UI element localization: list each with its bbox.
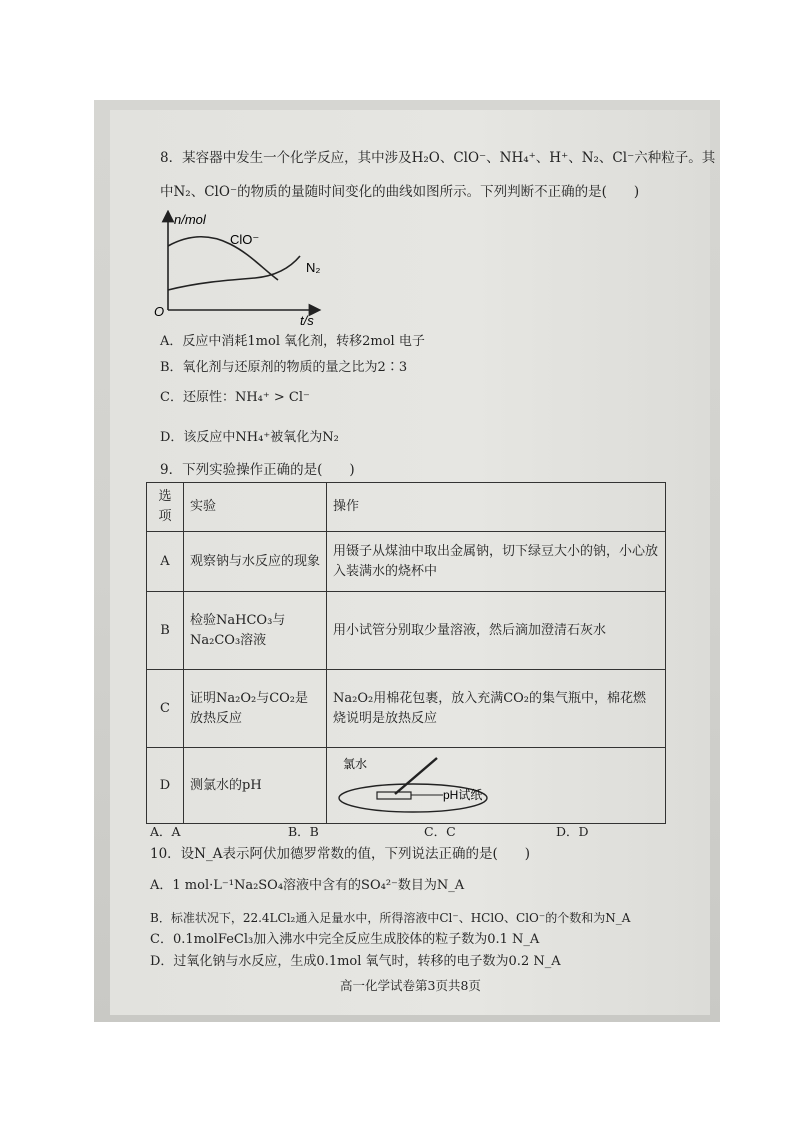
table-row bbox=[147, 592, 666, 670]
row-experiment: 证明Na₂O₂与CO₂是放热反应 bbox=[184, 670, 327, 748]
q9-answer-c: C．C bbox=[424, 824, 456, 839]
header-option: 选项 bbox=[147, 483, 184, 532]
row-operation: 用小试管分别取少量溶液，然后滴加澄清石灰水 bbox=[327, 592, 666, 670]
ph-paper bbox=[377, 792, 411, 799]
graph-ylabel: n/mol bbox=[174, 212, 206, 227]
label-chlorine-water: 氯水 bbox=[343, 756, 368, 771]
ph-test-illustration bbox=[327, 748, 666, 824]
row-key: A bbox=[147, 532, 184, 592]
q10-option-b: B．标准状况下，22.4LCl₂通入足量水中，所得溶液中Cl⁻、HClO、ClO⁻的个数和为N_A bbox=[150, 911, 631, 925]
q9-stem: 9．下列实验操作正确的是( ) bbox=[160, 462, 355, 478]
graph-label-clo: ClO⁻ bbox=[230, 232, 260, 247]
curve-clo bbox=[168, 237, 278, 280]
q8-option-b: B．氧化剂与还原剂的物质的量之比为2∶3 bbox=[160, 360, 408, 375]
q9-answer-d: D．D bbox=[556, 824, 589, 839]
q8-graph bbox=[150, 210, 330, 328]
page-footer: 高一化学试卷第3页共8页 bbox=[340, 978, 481, 993]
row-key: C bbox=[147, 670, 184, 748]
row-experiment: 测氯水的pH bbox=[184, 748, 327, 824]
q8-option-a: A．反应中消耗1mol 氧化剂，转移2mol 电子 bbox=[160, 334, 425, 349]
q8-stem-line1: 8．某容器中发生一个化学反应，其中涉及H₂O、ClO⁻、NH₄⁺、H⁺、N₂、Cl⁻六种粒子。其 bbox=[160, 150, 716, 166]
curve-n2 bbox=[168, 256, 300, 290]
graph-label-n2: N₂ bbox=[306, 260, 321, 275]
q10-option-c: C．0.1molFeCl₃加入沸水中完全反应生成胶体的粒子数为0.1 N_A bbox=[150, 932, 540, 947]
glass-rod bbox=[395, 758, 437, 794]
header-operation: 操作 bbox=[327, 483, 666, 532]
table-row bbox=[147, 670, 666, 748]
header-experiment: 实验 bbox=[184, 483, 327, 532]
table-header-row bbox=[147, 483, 666, 532]
q9-answer-a: A．A bbox=[150, 824, 181, 839]
q9-table bbox=[146, 482, 666, 824]
graph-xlabel: t/s bbox=[300, 313, 314, 328]
row-operation: 用镊子从煤油中取出金属钠，切下绿豆大小的钠，小心放入装满水的烧杯中 bbox=[327, 532, 666, 592]
row-experiment: 观察钠与水反应的现象 bbox=[184, 532, 327, 592]
graph-origin: O bbox=[154, 304, 165, 319]
table-row bbox=[147, 748, 666, 824]
row-key: B bbox=[147, 592, 184, 670]
q8-option-d: D．该反应中NH₄⁺被氧化为N₂ bbox=[160, 430, 339, 445]
q10-option-a: A．1 mol·L⁻¹Na₂SO₄溶液中含有的SO₄²⁻数目为N_A bbox=[150, 878, 465, 893]
table-row bbox=[147, 532, 666, 592]
q8-option-c: C．还原性：NH₄⁺ > Cl⁻ bbox=[160, 390, 310, 405]
q8-stem-line2: 中N₂、ClO⁻的物质的量随时间变化的曲线如图所示。下列判断不正确的是( ) bbox=[160, 184, 640, 200]
row-operation: Na₂O₂用棉花包裹，放入充满CO₂的集气瓶中，棉花燃烧说明是放热反应 bbox=[327, 670, 666, 748]
row-experiment: 检验NaHCO₃与Na₂CO₃溶液 bbox=[184, 592, 327, 670]
row-key: D bbox=[147, 748, 184, 824]
q10-option-d: D．过氧化钠与水反应，生成0.1mol 氧气时，转移的电子数为0.2 N_A bbox=[150, 954, 561, 969]
q10-stem: 10．设N_A表示阿伏加德罗常数的值，下列说法正确的是( ) bbox=[150, 846, 531, 862]
label-ph-paper: pH试纸 bbox=[443, 787, 483, 802]
q9-answer-b: B．B bbox=[288, 824, 319, 839]
